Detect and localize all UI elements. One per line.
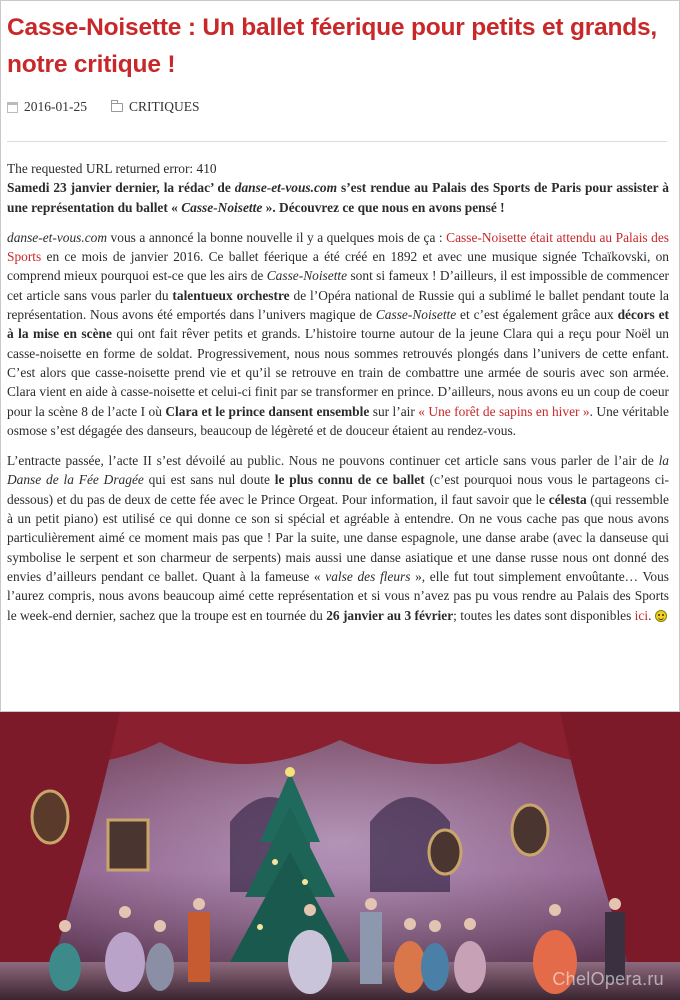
intro-ballet: Casse-Noisette [181,199,263,215]
bold-celesta: célesta [548,491,587,507]
portrait-right [512,805,548,855]
link-palais[interactable]: Casse-Noisette était attendu au Palais des Sports [7,229,669,265]
italic-fee-dragee: la Danse de la Fée Dragée [7,453,669,488]
site-name: danse-et-vous.com [7,229,108,245]
text: qui est sans nul doute [143,472,275,488]
post-category[interactable]: CRITIQUES [129,99,200,114]
portrait-left [32,791,68,843]
post-meta [7,97,200,117]
article-body [7,159,669,625]
watermark: ChelOpera.ru [552,969,664,989]
intro-text: s’est rendue au Palais des Sports de Paris pour assister à une représentation du ballet « [7,180,669,215]
stage-illustration [0,712,680,1000]
italic-valse: valse des fleurs [325,568,411,584]
ballet-stage-photo [0,712,680,1000]
bold-plus-connu: le plus connu de ce ballet [274,472,425,488]
bold-dates: 26 janvier au 3 février [326,607,454,623]
intro-paragraph [7,178,669,217]
text: et c’est également grâce aux [456,307,618,323]
link-ici[interactable]: ici [634,607,649,623]
divider [7,141,667,142]
article-title: Casse-Noisette : Un ballet féerique pour petits et grands, notre critique ! [7,14,658,78]
text: . [648,607,655,623]
error-line: The requested URL returned error: 410 [7,161,217,176]
calendar-icon [7,102,18,113]
intro-text: Samedi 23 janvier dernier, la rédac’ de [7,180,235,196]
text: ; toutes les dates sont disponibles [453,607,635,623]
bold-clara: Clara et le prince dansent ensemble [165,403,370,419]
text: sont si fameux ! D’ailleurs, il est impossible de commencer cet article sans vous parler du [7,268,669,303]
text: », elle fut tout simplement envoûtante… Vous l’aurez compris, nous avons beaucoup aimé cette représentation et si vous n’avez pas pu vous rendre au Palais des Sports le week-end dernier, sachez que la troupe est en tournée du [7,568,669,623]
text: de l’Opéra national de Russie qui a sublimé le ballet pendant toute la représentation. Nous avons été emportés dans l’univers magique de [7,287,669,323]
text: . Une véritable osmose s’est dégagée des danseurs, beaucoup de légèreté et de douceur étaient au rendez-vous. [7,403,670,438]
link-foret-sapins[interactable]: « Une forêt de sapins en hiver » [418,403,590,419]
ballet-name: Casse-Noisette [375,307,457,323]
bold-decors: décors et à la mise en scène [7,307,669,342]
text: vous a annoncé la bonne nouvelle il y a quelques mois de ça : [107,229,447,245]
folder-icon [111,103,123,112]
paragraph-1 [7,228,669,440]
ballet-name: Casse-Noisette [266,268,348,284]
intro-site: danse-et-vous.com [234,180,338,196]
post-date: 2016-01-25 [24,99,87,114]
paragraph-2 [7,451,669,625]
text: (qui ressemble à un petit piano) est utilisé ce qui donne ce son si spécial et agréable à entendre. On ne vous cache pas que nous avons particulièrement aimé ce moment mais pas que ! Par la suite, une danse espagnole, une danse arabe (avec la danseuse qui symbolise le serpent et son charmeur de serpents) mais aussi une danse asiatique et une danse russe nous ont donné des envies d’ailleurs pendant ce ballet. Quant à la fameuse « [7,491,670,584]
bold-orchestre: talentueux orchestre [172,287,290,303]
text: sur l’air [369,403,419,419]
intro-text: ». Découvrez ce que nous en avons pensé ! [262,199,505,215]
text: en ce mois de janvier 2016. Ce ballet féerique a été créé en 1892 et avec une musique signée Tchaïkovski, on comprend mieux pourquoi est-ce que les airs de [7,249,669,284]
smiley-icon [655,610,667,622]
text: L’entracte passée, l’acte II s’est dévoilé au public. Nous ne pouvons continuer cet article sans vous parler de l’air de [7,453,659,469]
text: qui ont fait rêver petits et grands. L’histoire tourne autour de la jeune Clara qui a reçu pour Noël un casse-noisette en forme de soldat. Progressivement, nous nous sommes retrouvés plongés dans l’univers de cette enfant. C’est alors que casse-noisette prend vie et qu’il se retrouve en train de combattre une armée de souris avec son armée. Clara vient en aide à casse-noisette et celui-ci finit par se transformer en prince. D’ailleurs, nous avons eu un coup de coeur pour la scène 8 de l’acte I où [7,326,670,419]
text: (c’est pourquoi nous vous le partageons ci-dessous) et du pas de deux de cette fée avec le Prince Orgeat. Pour information, il faut savoir que le [7,472,670,507]
